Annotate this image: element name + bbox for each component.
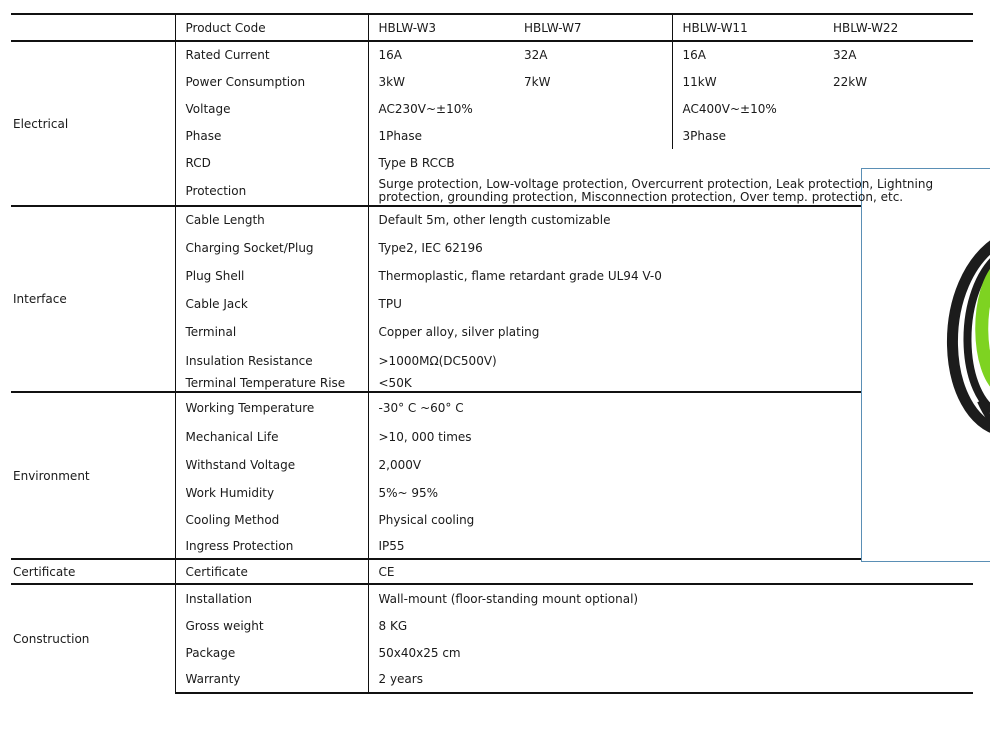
param-label: Gross weight xyxy=(175,612,368,639)
param-label: Voltage xyxy=(175,95,368,122)
value-cell: AC230V~±10% xyxy=(368,95,672,122)
value-cell: TPU xyxy=(378,297,402,311)
value-cell: 8 KG xyxy=(378,618,408,633)
param-label: Cooling Method xyxy=(175,506,368,533)
param-label: Certificate xyxy=(175,559,368,584)
charging-cable-icon xyxy=(862,169,990,562)
table-row xyxy=(11,584,973,612)
group-certificate: Certificate xyxy=(11,559,175,584)
param-label: Ingress Protection xyxy=(175,533,368,559)
param-label: Charging Socket/Plug xyxy=(175,233,368,262)
value-cell: 3Phase xyxy=(682,128,726,143)
value-cell: Default 5m, other length customizable xyxy=(368,206,973,233)
value-cell: IP55 xyxy=(378,538,405,553)
param-label: Plug Shell xyxy=(175,262,368,290)
header-label: Product Code xyxy=(175,14,368,41)
param-label: Warranty xyxy=(175,666,368,693)
value-cell: Wall-mount (floor-standing mount optional) xyxy=(368,584,973,612)
value-cell: Physical cooling xyxy=(378,512,475,527)
param-label: Installation xyxy=(175,584,368,612)
header-row xyxy=(11,14,973,41)
model-w22: HBLW-W22 xyxy=(823,14,973,41)
value-cell: AC400V~±10% xyxy=(682,101,777,116)
value-cell: 11kW xyxy=(682,74,717,89)
product-photo xyxy=(861,168,990,562)
param-label: Protection xyxy=(175,176,368,206)
group-interface: Interface xyxy=(11,206,175,392)
param-label: Power Consumption xyxy=(175,68,368,95)
protection-text: Surge protection, Low-voltage protection, Overcurrent protection, Leak protection, Lightning protection, grounding protection, Misconnection protection, Over temp. protection, etc. xyxy=(378,177,934,204)
value-cell: Thermoplastic, flame retardant grade UL94 V-0 xyxy=(378,269,662,283)
param-label: Mechanical Life xyxy=(175,423,368,451)
value-cell: CE xyxy=(368,559,973,584)
value-cell: 32A xyxy=(514,41,672,68)
value-cell: >1000MΩ(DC500V) xyxy=(378,353,497,368)
group-construction: Construction xyxy=(11,584,175,693)
value-cell: 32A xyxy=(833,48,857,62)
value-cell: >10, 000 times xyxy=(378,430,472,444)
table-row xyxy=(11,41,973,68)
value-cell: Type2, IEC 62196 xyxy=(378,240,483,255)
table-row xyxy=(11,392,973,423)
value-cell: Copper alloy, silver plating xyxy=(378,325,540,339)
value-cell: -30° C ~60° C xyxy=(368,392,973,423)
model-w7: HBLW-W7 xyxy=(514,14,672,41)
value-cell: 50x40x25 cm xyxy=(378,645,461,660)
table-row xyxy=(11,559,973,584)
value-cell: <50K xyxy=(378,376,412,390)
param-label: Cable Jack xyxy=(175,290,368,318)
model-w11: HBLW-W11 xyxy=(672,14,823,41)
group-environment: Environment xyxy=(11,392,175,559)
table-row xyxy=(11,206,973,233)
param-label: Package xyxy=(175,639,368,666)
param-label: Work Humidity xyxy=(175,479,368,506)
param-label: Insulation Resistance xyxy=(175,346,368,375)
param-label: Rated Current xyxy=(175,41,368,68)
param-label: Withstand Voltage xyxy=(175,451,368,479)
param-label: Terminal xyxy=(175,318,368,346)
param-label: Working Temperature xyxy=(175,392,368,423)
value-cell: 5%~ 95% xyxy=(378,485,439,500)
value-cell: 16A xyxy=(682,48,706,62)
value-cell: 2,000V xyxy=(378,458,422,472)
group-electrical: Electrical xyxy=(11,41,175,206)
cable-accent xyxy=(982,265,990,389)
value-cell: 3kW xyxy=(378,74,405,89)
value-cell: 1Phase xyxy=(368,122,672,149)
value-cell: 16A xyxy=(378,48,402,62)
value-cell: Type B RCCB xyxy=(378,155,455,170)
param-label: Cable Length xyxy=(175,206,368,233)
header-group-cell xyxy=(11,14,175,41)
param-label: Phase xyxy=(175,122,368,149)
value-cell xyxy=(368,176,973,206)
value-cell: 7kW xyxy=(514,68,672,95)
param-label: Terminal Temperature Rise xyxy=(175,375,368,392)
value-cell: 2 years xyxy=(368,666,973,693)
spec-table xyxy=(11,13,973,694)
param-label: RCD xyxy=(175,149,368,176)
value-cell: 22kW xyxy=(833,74,868,89)
model-w3: HBLW-W3 xyxy=(368,14,514,41)
